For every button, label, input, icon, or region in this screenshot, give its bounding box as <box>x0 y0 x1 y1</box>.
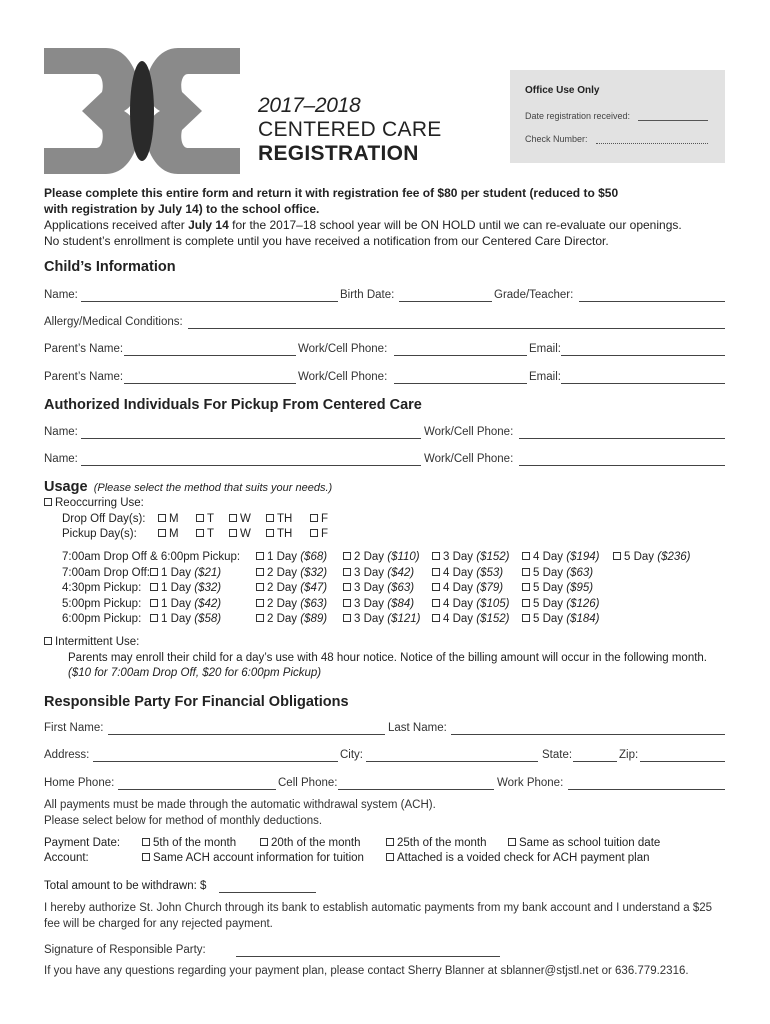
total-amount-label: Total amount to be withdrawn: $ <box>44 880 207 892</box>
usage-option-checkbox[interactable] <box>522 552 530 560</box>
usage-option[interactable]: 4 Day ($152) <box>432 613 510 625</box>
parent-email-label: Email: <box>529 343 561 355</box>
payment-date-option-label: 5th of the month <box>153 837 237 849</box>
usage-heading: Usage <box>44 479 88 495</box>
day-checkbox[interactable] <box>158 529 166 537</box>
usage-row-label: 6:00pm Pickup: <box>62 613 142 625</box>
intro-instructions: Please complete this entire form and return it with registration fee of $80 per student (reduced to $50 with registration by July 14) to the school office. <box>44 186 619 216</box>
usage-option-checkbox[interactable] <box>256 552 264 560</box>
zip-field[interactable] <box>640 761 725 762</box>
parent-email-field-2[interactable] <box>561 383 725 384</box>
usage-option[interactable]: 2 Day ($110) <box>343 551 420 563</box>
usage-option-checkbox[interactable] <box>522 614 530 622</box>
dropoff-day-w[interactable] <box>229 513 251 525</box>
intermittent-prices: ($10 for 7:00am Drop Off, $20 for 6:00pm Pickup) <box>68 667 322 679</box>
day-checkbox[interactable] <box>266 514 274 522</box>
day-checkbox[interactable] <box>229 514 237 522</box>
usage-option-checkbox[interactable] <box>150 583 158 591</box>
child-name-label: Name: <box>44 289 78 301</box>
form-year: 2017–2018 <box>258 94 361 117</box>
dropoff-day-t[interactable] <box>196 513 214 525</box>
pickup-day-w[interactable] <box>229 528 251 540</box>
usage-row-label: 7:00am Drop Off & 6:00pm Pickup: <box>62 551 241 563</box>
usage-option-label: 2 Day <box>267 582 301 594</box>
usage-option-checkbox[interactable] <box>150 568 158 576</box>
usage-option-label: 3 Day <box>443 551 477 563</box>
usage-option-label: 3 Day <box>354 613 388 625</box>
usage-option-label: 5 Day <box>533 598 567 610</box>
signature-label: Signature of Responsible Party: <box>44 944 206 956</box>
usage-option-label: 1 Day <box>161 613 195 625</box>
usage-option-checkbox[interactable] <box>150 614 158 622</box>
usage-option-label: 2 Day <box>267 613 301 625</box>
allergy-field[interactable] <box>188 328 725 329</box>
usage-option[interactable]: 5 Day ($95) <box>522 582 593 594</box>
reoccurring-option[interactable]: Reoccurring Use: <box>44 497 144 509</box>
usage-option[interactable]: 3 Day ($84) <box>343 598 414 610</box>
parent-phone-field-1[interactable] <box>394 355 527 356</box>
day-label: T <box>207 513 215 525</box>
usage-option-checkbox[interactable] <box>150 599 158 607</box>
intro-hold-notice: Applications received after July 14 for the 2017–18 school year will be ON HOLD until we can re-evaluate our openings. <box>44 218 682 232</box>
day-label: W <box>240 528 251 540</box>
parent-phone-label: Work/Cell Phone: <box>298 343 388 355</box>
usage-option-checkbox[interactable] <box>522 568 530 576</box>
date-received-label: Date registration received: <box>525 111 631 121</box>
usage-option[interactable]: 2 Day ($89) <box>256 613 327 625</box>
usage-option[interactable]: 5 Day ($63) <box>522 567 593 579</box>
state-field[interactable] <box>573 761 617 762</box>
day-checkbox[interactable] <box>229 529 237 537</box>
usage-option-checkbox[interactable] <box>432 614 440 622</box>
usage-option[interactable]: 5 Day ($236) <box>613 551 691 563</box>
pickup-day-f[interactable] <box>310 528 328 540</box>
city-field[interactable] <box>366 761 538 762</box>
usage-option-checkbox[interactable] <box>432 552 440 560</box>
pickup-phone-field-2[interactable] <box>519 465 725 466</box>
logo-right-shape <box>144 48 240 174</box>
usage-option[interactable]: 1 Day ($21) <box>150 567 221 579</box>
usage-option-label: 5 Day <box>624 551 658 563</box>
usage-option-label: 3 Day <box>354 598 388 610</box>
day-checkbox[interactable] <box>266 529 274 537</box>
usage-option-label: 1 Day <box>161 567 195 579</box>
usage-option[interactable]: 4 Day ($53) <box>432 567 503 579</box>
account-label: Account: <box>44 852 89 864</box>
usage-row-label: 4:30pm Pickup: <box>62 582 142 594</box>
pickup-phone-label: Work/Cell Phone: <box>424 453 514 465</box>
usage-option-label: 5 Day <box>533 613 567 625</box>
pickup-heading: Authorized Individuals For Pickup From Centered Care <box>44 397 422 413</box>
authorization-line-2: fee will be charged for any rejected payment. <box>44 918 273 930</box>
form-subtitle: REGISTRATION <box>258 142 419 165</box>
parent-email-field-1[interactable] <box>561 355 725 356</box>
grade-teacher-label: Grade/Teacher: <box>494 289 574 301</box>
usage-row-label: 7:00am Drop Off: <box>62 567 150 579</box>
payment-date-option[interactable] <box>386 837 487 849</box>
address-field[interactable] <box>93 761 338 762</box>
home-phone-label: Home Phone: <box>44 777 115 789</box>
usage-option[interactable]: 4 Day ($105) <box>432 598 510 610</box>
city-label: City: <box>340 749 363 761</box>
usage-option-checkbox[interactable] <box>432 599 440 607</box>
state-label: State: <box>542 749 573 761</box>
usage-option-label: 2 Day <box>267 598 301 610</box>
usage-option-label: 4 Day <box>443 598 477 610</box>
account-option-label: Same ACH account information for tuition <box>153 852 364 864</box>
usage-row-label: 5:00pm Pickup: <box>62 598 142 610</box>
dropoff-days-label: Drop Off Day(s): <box>62 513 146 525</box>
pickup-name-label: Name: <box>44 426 78 438</box>
pickup-phone-field-1[interactable] <box>519 438 725 439</box>
payment-date-option-checkbox[interactable] <box>260 838 268 846</box>
day-checkbox[interactable] <box>196 514 204 522</box>
day-label: T <box>207 528 215 540</box>
dropoff-day-m[interactable] <box>158 513 179 525</box>
payment-date-option[interactable] <box>508 837 660 849</box>
usage-option[interactable]: 5 Day ($126) <box>522 598 600 610</box>
usage-option[interactable]: 3 Day ($152) <box>432 551 510 563</box>
payment-date-option-label: 25th of the month <box>397 837 487 849</box>
authorization-line-1: I hereby authorize St. John Church through its bank to establish automatic payments from my bank account and I understand a $25 <box>44 902 713 914</box>
payment-date-option-checkbox[interactable] <box>508 838 516 846</box>
pickup-name-field-2[interactable] <box>81 465 421 466</box>
parent-phone-field-2[interactable] <box>394 383 527 384</box>
day-label: F <box>321 513 329 525</box>
address-label: Address: <box>44 749 90 761</box>
usage-note: (Please select the method that suits your needs.) <box>93 482 333 494</box>
usage-option-checkbox[interactable] <box>432 568 440 576</box>
payment-date-label: Payment Date: <box>44 837 121 849</box>
payment-date-option[interactable] <box>142 837 236 849</box>
day-checkbox[interactable] <box>310 514 318 522</box>
account-option-checkbox[interactable] <box>386 853 394 861</box>
dropoff-day-th[interactable] <box>266 513 292 525</box>
parent-name-label: Parent’s Name: <box>44 343 124 355</box>
ach-instruction: Please select below for method of monthly deductions. <box>44 815 323 827</box>
account-option[interactable] <box>142 852 364 864</box>
usage-option[interactable]: 4 Day ($79) <box>432 582 503 594</box>
check-number-label: Check Number: <box>525 134 588 144</box>
usage-option-checkbox[interactable] <box>343 599 351 607</box>
usage-option-label: 1 Day <box>267 551 301 563</box>
usage-option-checkbox[interactable] <box>522 599 530 607</box>
birth-date-field[interactable] <box>399 301 492 302</box>
centered-care-logo <box>44 48 240 174</box>
usage-option-checkbox[interactable] <box>256 614 264 622</box>
usage-option-label: 1 Day <box>161 582 195 594</box>
allergy-label: Allergy/Medical Conditions: <box>44 316 183 328</box>
usage-option-checkbox[interactable] <box>256 568 264 576</box>
reoccurring-checkbox[interactable] <box>44 498 52 506</box>
day-checkbox[interactable] <box>310 529 318 537</box>
parent-name-field-1[interactable] <box>124 355 296 356</box>
usage-option[interactable]: 4 Day ($194) <box>522 551 600 563</box>
usage-option[interactable]: 5 Day ($184) <box>522 613 600 625</box>
cell-phone-field[interactable] <box>338 789 494 790</box>
finance-heading: Responsible Party For Financial Obligations <box>44 694 349 710</box>
usage-option[interactable]: 3 Day ($42) <box>343 567 414 579</box>
check-number-field[interactable] <box>596 143 708 144</box>
usage-heading-row <box>44 479 332 495</box>
work-phone-field[interactable] <box>568 789 725 790</box>
last-name-field[interactable] <box>451 734 725 735</box>
intermittent-option[interactable]: Intermittent Use: <box>44 636 139 648</box>
office-heading: Office Use Only <box>525 85 600 96</box>
usage-option-checkbox[interactable] <box>343 568 351 576</box>
birth-date-label: Birth Date: <box>340 289 395 301</box>
cell-phone-label: Cell Phone: <box>278 777 338 789</box>
usage-option-label: 5 Day <box>533 567 567 579</box>
pickup-day-m[interactable] <box>158 528 179 540</box>
usage-option-checkbox[interactable] <box>256 599 264 607</box>
contact-info: If you have any questions regarding your payment plan, please contact Sherry Blanner at sblanner@stjstl.net or 636.779.2316. <box>44 965 689 977</box>
logo-left-shape <box>44 48 140 174</box>
day-label: TH <box>277 528 293 540</box>
usage-option-label: 3 Day <box>354 582 388 594</box>
parent-phone-label: Work/Cell Phone: <box>298 371 388 383</box>
pickup-day-th[interactable] <box>266 528 292 540</box>
parent-name-label: Parent’s Name: <box>44 371 124 383</box>
pickup-days-label: Pickup Day(s): <box>62 528 137 540</box>
usage-option-label: 4 Day <box>533 551 567 563</box>
payment-date-option-label: Same as school tuition date <box>519 837 661 849</box>
usage-option[interactable]: 1 Day ($32) <box>150 582 221 594</box>
intermittent-description: Parents may enroll their child for a day’s use with 48 hour notice. Notice of the billing amount will occur in the following month. <box>68 652 708 664</box>
usage-option-label: 2 Day <box>354 551 388 563</box>
date-received-field[interactable] <box>638 120 708 121</box>
intermittent-checkbox[interactable] <box>44 637 52 645</box>
usage-option-checkbox[interactable] <box>256 583 264 591</box>
usage-option[interactable]: 1 Day ($68) <box>256 551 327 563</box>
child-name-field[interactable] <box>81 301 338 302</box>
usage-option[interactable]: 1 Day ($42) <box>150 598 221 610</box>
usage-option[interactable]: 2 Day ($63) <box>256 598 327 610</box>
first-name-label: First Name: <box>44 722 104 734</box>
usage-option-checkbox[interactable] <box>343 614 351 622</box>
usage-option-label: 4 Day <box>443 613 477 625</box>
day-checkbox[interactable] <box>158 514 166 522</box>
zip-label: Zip: <box>619 749 639 761</box>
form-title: CENTERED CARE <box>258 118 442 141</box>
usage-option[interactable]: 2 Day ($32) <box>256 567 327 579</box>
payment-date-option-checkbox[interactable] <box>142 838 150 846</box>
usage-option-label: 5 Day <box>533 582 567 594</box>
usage-option-checkbox[interactable] <box>343 583 351 591</box>
work-phone-label: Work Phone: <box>497 777 564 789</box>
account-option-label: Attached is a voided check for ACH payment plan <box>397 852 650 864</box>
usage-option[interactable]: 3 Day ($121) <box>343 613 421 625</box>
day-label: F <box>321 528 329 540</box>
grade-teacher-field[interactable] <box>579 301 725 302</box>
usage-option-label: 2 Day <box>267 567 301 579</box>
home-phone-field[interactable] <box>118 789 276 790</box>
last-name-label: Last Name: <box>388 722 447 734</box>
ach-notice: All payments must be made through the automatic withdrawal system (ACH). <box>44 799 436 811</box>
parent-name-field-2[interactable] <box>124 383 296 384</box>
payment-date-option[interactable] <box>260 837 361 849</box>
payment-date-option-checkbox[interactable] <box>386 838 394 846</box>
pickup-name-label: Name: <box>44 453 78 465</box>
usage-option-label: 4 Day <box>443 567 477 579</box>
usage-option-label: 1 Day <box>161 598 195 610</box>
day-label: M <box>169 528 179 540</box>
pickup-phone-label: Work/Cell Phone: <box>424 426 514 438</box>
intro-enrollment-notice: No student’s enrollment is complete until you have received a notification from our Centered Care Director. <box>44 234 609 248</box>
usage-option-checkbox[interactable] <box>522 583 530 591</box>
pickup-day-t[interactable] <box>196 528 214 540</box>
dropoff-day-f[interactable] <box>310 513 328 525</box>
payment-date-option-label: 20th of the month <box>271 837 361 849</box>
usage-option-label: 4 Day <box>443 582 477 594</box>
usage-option-checkbox[interactable] <box>432 583 440 591</box>
usage-option[interactable]: 2 Day ($47) <box>256 582 327 594</box>
logo-center-ellipse <box>130 61 154 161</box>
signature-field[interactable] <box>236 956 500 957</box>
total-amount-field[interactable] <box>219 892 316 893</box>
first-name-field[interactable] <box>108 734 385 735</box>
usage-option-label: 3 Day <box>354 567 388 579</box>
day-label: M <box>169 513 179 525</box>
account-option-checkbox[interactable] <box>142 853 150 861</box>
office-use-box <box>510 70 725 163</box>
usage-option[interactable]: 1 Day ($58) <box>150 613 221 625</box>
parent-email-label: Email: <box>529 371 561 383</box>
usage-option-checkbox[interactable] <box>613 552 621 560</box>
day-label: W <box>240 513 251 525</box>
day-label: TH <box>277 513 293 525</box>
child-info-heading: Child’s Information <box>44 259 176 275</box>
day-checkbox[interactable] <box>196 529 204 537</box>
account-option[interactable] <box>386 852 650 864</box>
usage-option[interactable]: 3 Day ($63) <box>343 582 414 594</box>
usage-option-checkbox[interactable] <box>343 552 351 560</box>
pickup-name-field-1[interactable] <box>81 438 421 439</box>
